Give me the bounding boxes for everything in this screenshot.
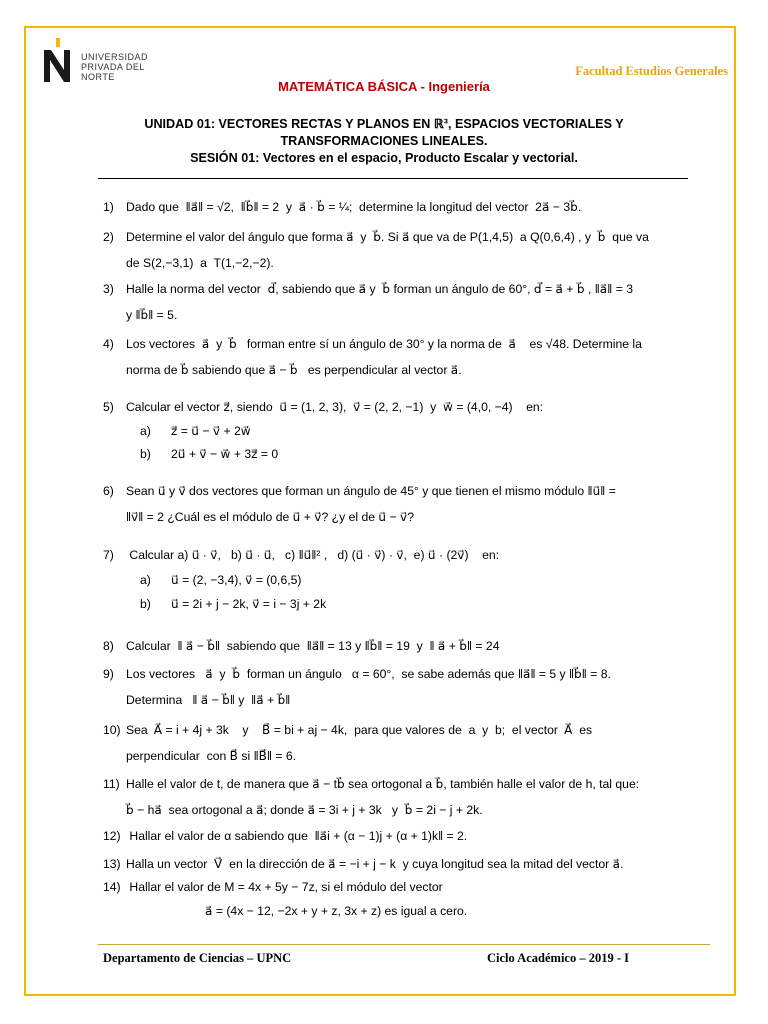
exercise-text-cont: de S(2,−3,1) a T(1,−2,−2). xyxy=(126,256,274,270)
exercise-14-tail: a⃗ = (4x − 12, −2x + y + z, 3x + z) es igual a cero. xyxy=(205,904,468,918)
exercise-text-cont: b⃗ − ha⃗ sea ortogonal a a⃗; donde a⃗ = 3i + j + 3k y b⃗ = 2i − j + 2k. xyxy=(126,803,483,817)
part-text: z⃗ = u⃗ − v⃗ + 2w⃗ xyxy=(171,424,251,438)
part-label: b) xyxy=(140,597,151,611)
exercise-number: 13) xyxy=(103,857,121,871)
footer-rule xyxy=(98,944,710,945)
exercise-number: 7) xyxy=(103,548,114,562)
exercise-number: 4) xyxy=(103,337,114,351)
exercise-text-cont: ‖v⃗‖ = 2 ¿Cuál es el módulo de u⃗ + v⃗? ¿y el de u⃗ − v⃗? xyxy=(126,510,414,524)
exercise-text: Halla un vector V⃗ en la dirección de a⃗ = −i + j − k y cuya longitud sea la mitad del vector a⃗. xyxy=(126,857,624,871)
part-label: a) xyxy=(140,573,151,587)
exercise-3 xyxy=(103,276,685,328)
exercise-7-part-b xyxy=(140,593,326,615)
exercise-text: Determine el valor del ángulo que forma a⃗ y b⃗. Si a⃗ que va de P(1,4,5) a Q(0,6,4) , y b⃗ que va xyxy=(126,230,649,244)
header-rule xyxy=(98,178,688,179)
faculty-name: Facultad Estudios Generales xyxy=(575,64,728,78)
footer-cycle: Ciclo Académico – 2019 - I xyxy=(487,951,629,965)
exercise-text: Calcular el vector z⃗, siendo u⃗ = (1, 2, 3), v⃗ = (2, 2, −1) y w⃗ = (4,0, −4) en: xyxy=(126,400,544,414)
exercise-5-part-a xyxy=(140,420,251,442)
logo-text xyxy=(81,52,162,82)
exercise-number: 6) xyxy=(103,484,114,498)
exercise-number: 2) xyxy=(103,230,114,244)
unit-line-2: TRANSFORMACIONES LINEALES. xyxy=(280,134,488,148)
part-label: a) xyxy=(140,424,151,438)
exercise-text: Sea A⃗ = i + 4j + 3k y B⃗ = bi + aj − 4k, para que valores de a y b; el vector A⃗ es xyxy=(126,723,593,737)
exercise-14 xyxy=(103,874,685,900)
university-logo xyxy=(42,38,162,84)
exercise-text-cont: Determina ‖ a⃗ − b⃗‖ y ‖a⃗ + b⃗‖ xyxy=(126,693,291,707)
exercise-text: Calcular a) u⃗ · v⃗, b) u⃗ · u⃗, c) ‖u⃗‖² , d) (u⃗ · v⃗) · v⃗, e) u⃗ · (2v⃗) en: xyxy=(126,548,500,562)
exercise-text-cont: y ‖b⃗‖ = 5. xyxy=(126,308,178,322)
exercise-1 xyxy=(103,194,685,220)
exercise-8 xyxy=(103,633,685,659)
exercise-number: 8) xyxy=(103,639,114,653)
exercise-text: Calcular ‖ a⃗ − b⃗‖ sabiendo que ‖a⃗‖ = 13 y ‖b⃗‖ = 19 y ‖ a⃗ + b⃗‖ = 24 xyxy=(126,639,500,653)
part-text: 2u⃗ + v⃗ − w⃗ + 3z⃗ = 0 xyxy=(171,447,279,461)
exercise-12 xyxy=(103,823,685,849)
exercise-text-cont: perpendicular con B⃗ si ‖B⃗‖ = 6. xyxy=(126,749,297,763)
exercise-text: Hallar el valor de M = 4x + 5y − 7z, si el módulo del vector xyxy=(126,880,443,894)
exercise-9 xyxy=(103,661,685,713)
exercise-number: 11) xyxy=(103,777,120,791)
exercise-text: Halle el valor de t, de manera que a⃗ − tb⃗ sea ortogonal a b⃗, también halle el valor de h, tal que: xyxy=(126,777,640,791)
exercise-7 xyxy=(103,542,685,568)
exercise-number: 9) xyxy=(103,667,114,681)
exercise-7-part-a xyxy=(140,569,301,591)
exercise-text-cont: norma de b⃗ sabiendo que a⃗ − b⃗ es perpendicular al vector a⃗. xyxy=(126,363,462,377)
exercise-11 xyxy=(103,771,685,823)
exercise-10 xyxy=(103,717,685,769)
exercise-number: 1) xyxy=(103,200,114,214)
unit-line-1: UNIDAD 01: VECTORES RECTAS Y PLANOS EN ℝ³, ESPACIOS VECTORIALES Y xyxy=(144,117,624,131)
exercise-14-vector xyxy=(205,900,467,922)
part-label: b) xyxy=(140,447,151,461)
exercise-number: 3) xyxy=(103,282,114,296)
course-title: MATEMÁTICA BÁSICA - Ingeniería xyxy=(278,79,490,94)
exercise-text: Dado que ‖a⃗‖ = √2, ‖b⃗‖ = 2 y a⃗ · b⃗ = ¼; determine la longitud del vector 2a⃗ − 3b⃗. xyxy=(126,200,582,214)
exercise-text: Los vectores a⃗ y b⃗ forman un ángulo α = 60°, se sabe además que ‖a⃗‖ = 5 y ‖b⃗‖ = 8. xyxy=(126,667,611,681)
exercise-text: Sean u⃗ y v⃗ dos vectores que forman un ángulo de 45° y que tienen el mismo módulo ‖u⃗‖ = xyxy=(126,484,616,498)
logo-line-2: PRIVADA DEL NORTE xyxy=(81,62,145,82)
exercise-2 xyxy=(103,224,685,276)
unit-heading xyxy=(120,116,648,167)
footer-department: Departamento de Ciencias – UPNC xyxy=(103,951,292,965)
exercise-text: Hallar el valor de α sabiendo que ‖a⃗i + (α − 1)j + (α + 1)k‖ = 2. xyxy=(126,829,468,843)
exercise-5-part-b xyxy=(140,443,278,465)
exercise-text: Los vectores a⃗ y b⃗ forman entre sí un ángulo de 30° y la norma de a⃗ es √48. Determine la xyxy=(126,337,642,351)
exercise-6 xyxy=(103,478,685,530)
exercise-number: 10) xyxy=(103,723,121,737)
logo-line-1: UNIVERSIDAD xyxy=(81,52,149,62)
exercise-number: 14) xyxy=(103,880,121,894)
part-text: u⃗ = (2, −3,4), v⃗ = (0,6,5) xyxy=(171,573,302,587)
exercise-number: 5) xyxy=(103,400,114,414)
exercise-4 xyxy=(103,331,685,383)
part-text: u⃗ = 2i + j − 2k, v⃗ = i − 3j + 2k xyxy=(171,597,327,611)
exercise-5 xyxy=(103,394,685,420)
upn-logo-icon xyxy=(42,38,76,84)
exercise-number: 12) xyxy=(103,829,121,843)
exercise-text: Halle la norma del vector d⃗, sabiendo que a⃗ y b⃗ forman un ángulo de 60°, d⃗ = a⃗ + b⃗ , ‖a⃗‖ = 3 xyxy=(126,282,633,296)
session-title: SESIÓN 01: Vectores en el espacio, Producto Escalar y vectorial. xyxy=(190,151,578,165)
